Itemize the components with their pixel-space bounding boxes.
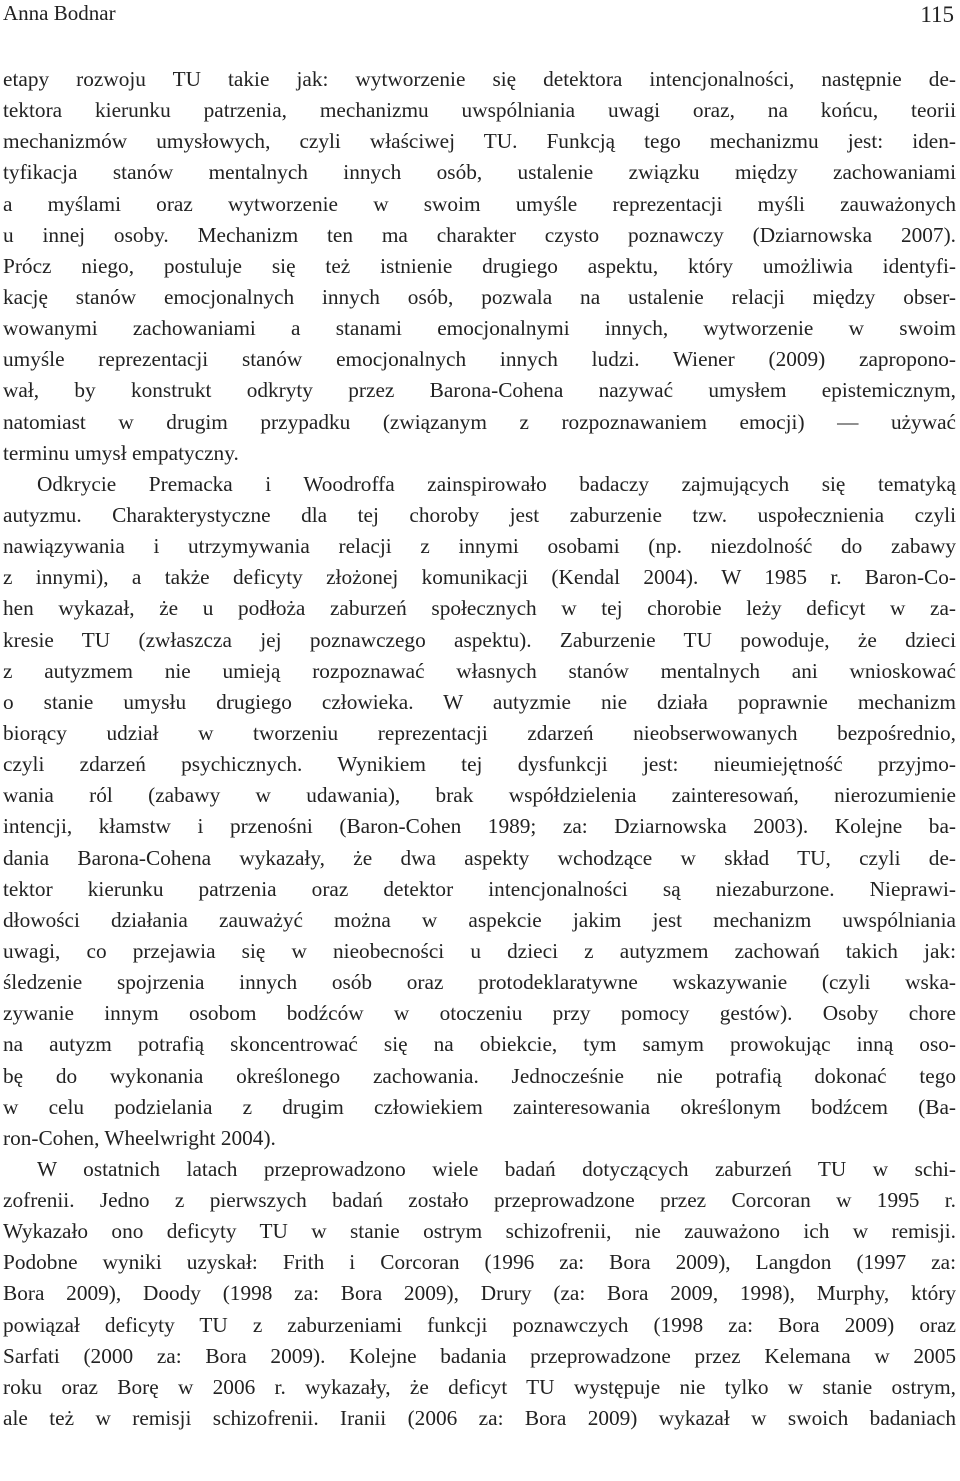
text-line: mechanizmów umysłowych, czyli właściwej TU. Funkcją tego mechanizmu jest: iden-: [3, 129, 956, 154]
text-line: wowanymi zachowaniami a stanami emocjonalnymi innych, wytworzenie w swoim: [3, 316, 956, 341]
text-line: czyli zdarzeń psychicznych. Wynikiem tej dysfunkcji jest: nieumiejętność przyjmo-: [3, 752, 956, 777]
text-line: a myślami oraz wytworzenie w swoim umyśle reprezentacji myśli zauważonych: [3, 191, 956, 216]
text-line: dłowości działania zauważyć można w aspekcie jakim jest mechanizm uwspólniania: [3, 907, 956, 932]
text-line: terminu umysł empatyczny.: [3, 440, 239, 465]
body-text: [3, 64, 956, 1434]
text-line: Podobne wyniki uzyskał: Frith i Corcoran (1996 za: Bora 2009), Langdon (1997 za:: [3, 1250, 956, 1275]
text-line: powiązał deficyty TU z zaburzeniami funkcji poznawczych (1998 za: Bora 2009) oraz: [3, 1312, 956, 1337]
text-line: Prócz niego, postuluje się też istnienie drugiego aspektu, który umożliwia identyfi-: [3, 253, 956, 278]
text-line: u innej osoby. Mechanizm ten ma charakter czysto poznawczy (Dziarnowska 2007).: [3, 222, 956, 247]
text-line: biorący udział w tworzeniu reprezentacji zdarzeń nieobserwowanych bezpośrednio,: [3, 720, 956, 745]
text-line: Wykazało ono deficyty TU w stanie ostrym schizofrenii, nie zauważono ich w remisji.: [3, 1219, 956, 1244]
text-line: roku oraz Borę w 2006 r. wykazały, że deficyt TU występuje nie tylko w stanie ostrym,: [3, 1374, 956, 1399]
text-line: kresie TU (zwłaszcza jej poznawczego aspektu). Zaburzenie TU powoduje, że dzieci: [3, 627, 956, 652]
running-header-author: Anna Bodnar: [3, 1, 116, 25]
text-line: wania ról (zabawy w udawania), brak współdzielenia zainteresowań, nierozumienie: [3, 783, 956, 808]
text-line: tyfikacja stanów mentalnych innych osób, ustalenie związku między zachowaniami: [3, 160, 956, 185]
text-line: intencji, kłamstw i przenośni (Baron-Cohen 1989; za: Dziarnowska 2003). Kolejne ba-: [3, 814, 956, 839]
text-line: Bora 2009), Doody (1998 za: Bora 2009), Drury (za: Bora 2009, 1998), Murphy, który: [3, 1281, 956, 1306]
text-line: zofrenii. Jedno z pierwszych badań zostało przeprowadzone przez Corcoran w 1995 r.: [3, 1188, 956, 1213]
paragraph: [3, 1154, 956, 1434]
text-line: zywanie innym osobom bodźców w otoczeniu przy pomocy gestów). Osoby chore: [3, 1001, 956, 1026]
page-number: 115: [920, 2, 954, 27]
paragraph: [3, 64, 956, 469]
running-header: [0, 0, 960, 30]
text-line: Odkrycie Premacka i Woodroffa zainspirowało badaczy zajmujących się tematyką: [37, 471, 956, 496]
paragraph: [3, 469, 956, 1154]
text-line: wał, by konstrukt odkryty przez Barona-Cohena nazywać umysłem epistemicznym,: [3, 378, 956, 403]
text-line: autyzmu. Charakterystyczne dla tej choroby jest zaburzenie tzw. uspołecznienia czyli: [3, 502, 956, 527]
text-line: etapy rozwoju TU takie jak: wytworzenie się detektora intencjonalności, następnie de-: [3, 67, 956, 91]
text-line: uwagi, co przejawia się w nieobecności u dzieci z autyzmem zachowań takich jak:: [3, 938, 956, 963]
text-line: tektor kierunku patrzenia oraz detektor intencjonalności są niezaburzone. Nieprawi-: [3, 876, 956, 901]
text-line: na autyzm potrafią skoncentrować się na obiekcie, tym samym prowokując inną oso-: [3, 1032, 956, 1057]
text-line: kację stanów emocjonalnych innych osób, pozwala na ustalenie relacji między obser-: [3, 284, 956, 309]
text-line: bę do wykonania określonego zachowania. Jednocześnie nie potrafią dokonać tego: [3, 1063, 956, 1088]
text-line: w celu podzielania z drugim człowiekiem zainteresowania określonym bodźcem (Ba-: [3, 1094, 956, 1119]
text-line: umyśle reprezentacji stanów emocjonalnych innych ludzi. Wiener (2009) zapropono-: [3, 347, 956, 372]
text-line: ron-Cohen, Wheelwright 2004).: [3, 1125, 276, 1150]
text-line: W ostatnich latach przeprowadzono wiele badań dotyczących zaburzeń TU w schi-: [37, 1156, 956, 1181]
text-line: śledzenie spojrzenia innych osób oraz protodeklaratywne wskazywanie (czyli wska-: [3, 970, 956, 995]
text-line: o stanie umysłu drugiego człowieka. W autyzmie nie działa poprawnie mechanizm: [3, 689, 956, 714]
text-line: z innymi), a także deficyty złożonej komunikacji (Kendal 2004). W 1985 r. Baron-Co-: [3, 565, 956, 590]
text-line: ale też w remisji schizofrenii. Iranii (2006 za: Bora 2009) wykazał w swoich badaniach: [3, 1406, 956, 1431]
text-line: dania Barona-Cohena wykazały, że dwa aspekty wchodzące w skład TU, czyli de-: [3, 845, 956, 870]
text-line: natomiast w drugim przypadku (związanym z rozpoznawaniem emocji) — używać: [3, 409, 956, 434]
text-line: nawiązywania i utrzymywania relacji z innymi osobami (np. niezdolność do zabawy: [3, 534, 956, 559]
text-line: Sarfati (2000 za: Bora 2009). Kolejne badania przeprowadzone przez Kelemana w 2005: [3, 1343, 956, 1368]
text-line: tektora kierunku patrzenia, mechanizmu uwspólniania uwagi oraz, na końcu, teorii: [3, 98, 956, 123]
text-line: z autyzmem nie umieją rozpoznawać własnych stanów mentalnych ani wnioskować: [3, 658, 956, 683]
text-line: hen wykazał, że u podłoża zaburzeń społecznych w tej chorobie leży deficyt w za-: [3, 596, 956, 621]
